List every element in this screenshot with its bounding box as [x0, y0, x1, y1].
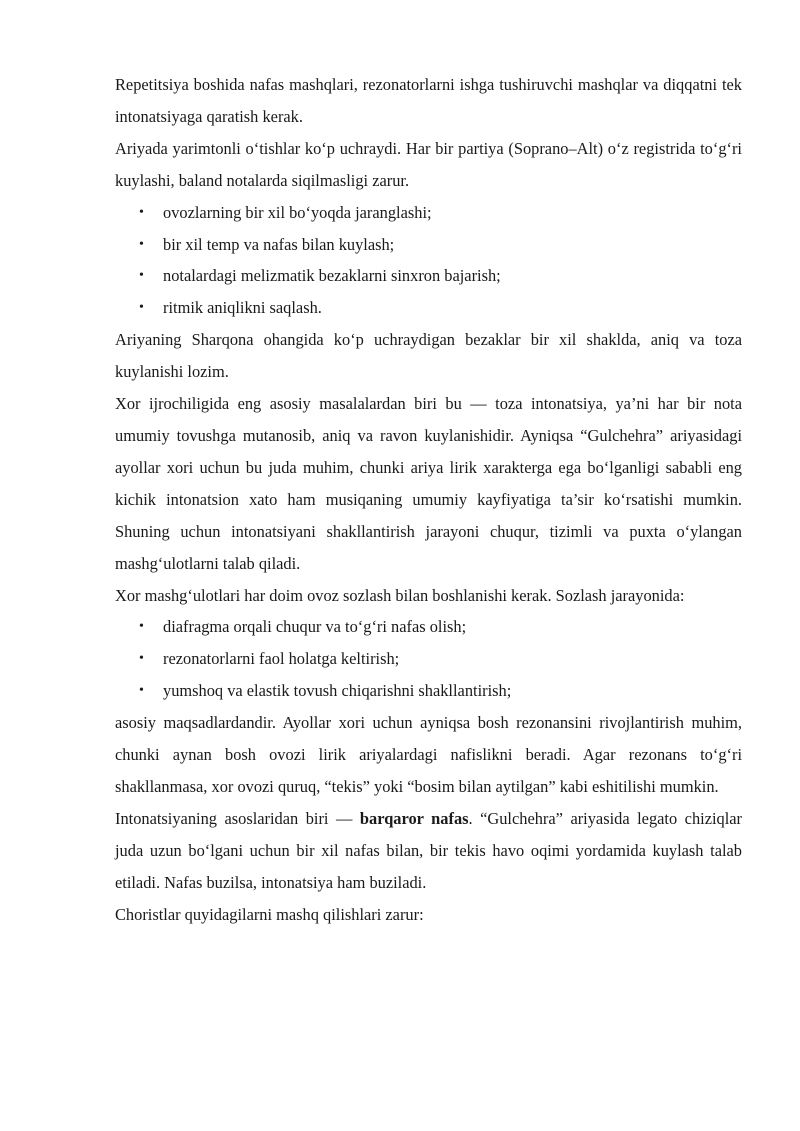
list-item: • rezonatorlarni faol holatga keltirish;	[115, 643, 742, 675]
bullet-icon: •	[139, 204, 144, 220]
document-page	[115, 69, 742, 930]
paragraph-rehearsal-start: Repetitsiya boshida nafas mashqlari, rezonatorlarni ishga tushiruvchi mashqlar va diqqatni tek intonatsiyaga qaratish kerak.	[115, 75, 742, 126]
list-item: • diafragma orqali chuqur va to‘g‘ri nafas olish;	[115, 611, 742, 643]
list-item: • ovozlarning bir xil bo‘yoqda jaranglashi;	[115, 197, 742, 229]
paragraph-choristers-exercises: Choristlar quyidagilarni mashq qilishlari zarur:	[115, 904, 424, 924]
paragraph-oriental-ornaments: Ariyaning Sharqona ohangida ko‘p uchraydigan bezaklar bir xil shaklda, aniq va toza kuylanishi lozim.	[115, 330, 742, 382]
paragraph-steady-breath: Intonatsiyaning asoslaridan biri — barqaror nafas. “Gulchehra” ariyasida legato chiziqlar juda uzun bo‘lgani uchun bir xil nafas bilan, bir tekis havo oqimi yordamida kuylash talab etiladi. Nafas buzilsa, intonatsiya ham buziladi.	[115, 808, 743, 892]
bullet-icon: •	[139, 651, 144, 667]
paragraph-head-resonance: asosiy maqsadlardandir. Ayollar xori uchun ayniqsa bosh rezonansini rivojlantirish muhim, chunki aynan bosh ovozi lirik ariyalardagi nafislikni beradi. Agar rezonans to‘g‘ri shakllanmasa, xor ovozi quruq, “tekis” yoki “bosim bilan aytilgan” kabi eshitilishi mumkin.	[115, 713, 742, 796]
paragraph-semitone-transitions: Ariyada yarimtonli o‘tishlar ko‘p uchraydi. Har bir partiya (Soprano–Alt) o‘z registrida to‘g‘ri kuylashi, baland notalarda siqilmasligi zarur.	[115, 138, 742, 190]
list-item: • ritmik aniqlikni saqlash.	[115, 292, 742, 324]
paragraph-voice-tuning: Xor mashg‘ulotlari har doim ovoz sozlash bilan boshlanishi kerak. Sozlash jarayonida:	[115, 585, 685, 605]
bullet-list-ensemble	[115, 197, 742, 325]
bullet-icon: •	[139, 619, 144, 635]
bullet-icon: •	[139, 236, 144, 252]
bullet-list-tuning	[115, 611, 742, 707]
paragraph-pure-intonation: Xor ijrochiligida eng asosiy masalalardan biri bu — toza intonatsiya, ya’ni har bir nota umumiy tovushga mutanosib, aniq va ravon kuylanishidir. Ayniqsa “Gulchehra” ariyasidagi ayollar xori uchun bu juda muhim, chunki ariya lirik xarakterga ega bo‘lganligi sababli eng kichik intonatsion xato ham musiqaning umumiy kayfiyatiga ta’sir ko‘rsatishi mumkin. Shuning uchun intonatsiyani shakllantirish jarayoni chuqur, tizimli va puxta o‘ylangan mashg‘ulotlarni talab qiladi.	[115, 394, 742, 573]
list-item: • bir xil temp va nafas bilan kuylash;	[115, 229, 742, 261]
bullet-icon: •	[139, 683, 144, 699]
bullet-icon: •	[139, 300, 144, 316]
list-item: • notalardagi melizmatik bezaklarni sinxron bajarish;	[115, 260, 742, 292]
bullet-icon: •	[139, 268, 144, 284]
list-item: • yumshoq va elastik tovush chiqarishni shakllantirish;	[115, 675, 742, 707]
bold-term: barqaror nafas	[359, 808, 469, 828]
